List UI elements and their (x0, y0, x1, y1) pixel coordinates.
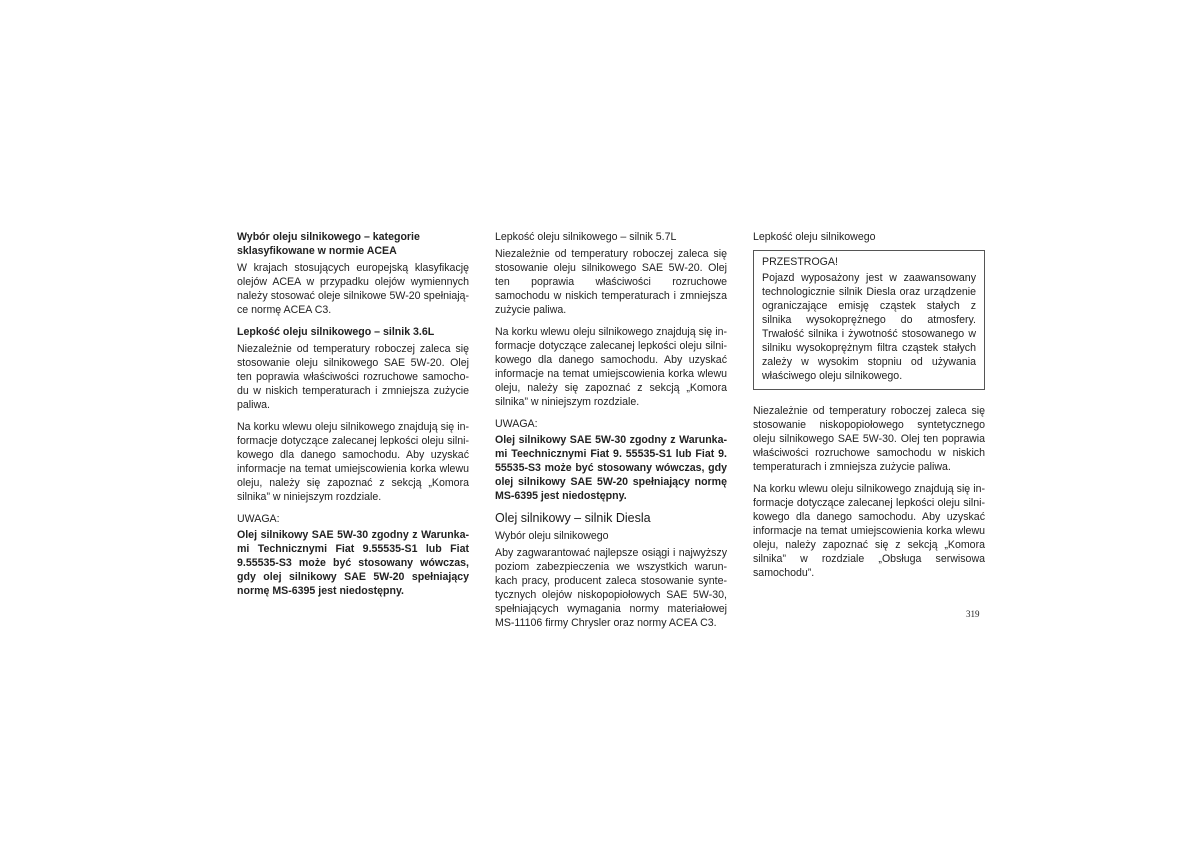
paragraph-diesel-viscosity: Niezależnie od temperatury roboczej zaleca się stosowanie niskopopiołowego syntetycznego oleju silnikowego SAE 5W-30. Olej ten poprawia właściwości rozruchowe samochodu w niskich temperaturach i zmniejsza zużycie paliwa. (753, 405, 985, 473)
column-2 (495, 230, 727, 638)
subsection-heading-oil-choice: Wybór oleju silnikowego (495, 530, 609, 542)
note-body: Olej silnikowy SAE 5W-30 zgodny z Warunkami Technicznymi Fiat 9.55535-S1 lub Fiat 9.55535-S3 może być stosowany wówczas, gdy olej silnikowy SAE 5W-20 spełniający normę MS-6395 jest niedostępny. (237, 529, 469, 597)
section-heading-acea: Wybór oleju silnikowego – kategorie sklasyfikowane w normie ACEA (237, 231, 420, 257)
paragraph-viscosity-3-6l: Niezależnie od temperatury roboczej zaleca się stosowanie oleju silnikowego SAE 5W-20. Olej ten poprawia właściwości rozruchowe samochodu w niskich temperaturach i zmniejsza zużycie paliwa. (237, 343, 469, 411)
section-heading-diesel: Olej silnikowy – silnik Diesla (495, 511, 651, 525)
note-body: Olej silnikowy SAE 5W-30 zgodny z Warunkami Teechnicznymi Fiat 9. 55535-S1 lub Fiat 9. 55535-S3 może być stosowany wówczas, gdy olej silnikowy SAE 5W-20 spełniający normę MS-6395 jest niedostępny. (495, 434, 727, 502)
caution-title: PRZESTROGA! (762, 256, 838, 268)
section-heading-viscosity-5-7l: Lepkość oleju silnikowego – silnik 5.7L (495, 231, 677, 243)
caution-box (753, 250, 985, 390)
note-label: UWAGA: (495, 418, 538, 430)
section-heading-viscosity-3-6l: Lepkość oleju silnikowego – silnik 3.6L (237, 326, 435, 338)
note-label: UWAGA: (237, 513, 280, 525)
page-number: 319 (966, 609, 980, 619)
caution-body: Pojazd wyposażony jest w zaawansowany technologicznie silnik Diesla oraz urządzenie ograniczające emisję cząstek stałych z silnika wysokoprężnego do atmosfery. Trwałość silnika i żywotność stosowanego w silniku wysokoprężnym filtra cząstek stałych zależy w wysokim stopniu od używania właściwego oleju silnikowego. (762, 272, 976, 382)
paragraph-viscosity-5-7l: Niezależnie od temperatury roboczej zaleca się stosowanie oleju silnikowego SAE 5W-20. Olej ten poprawia właściwości rozruchowe samochodu w niskich temperaturach i zmniejsza zużycie paliwa. (495, 248, 727, 316)
paragraph-diesel-oil: Aby zagwarantować najlepsze osiągi i najwyższy poziom zabezpieczenia we wszystkich warunkach pracy, producent zaleca stosowanie syntetycznych olejów niskopopiołowych SAE 5W-30, spełniających wymagania normy materiałowej MS-11106 firmy Chrysler oraz normy ACEA C3. (495, 547, 727, 629)
paragraph-filler-cap-info: Na korku wlewu oleju silnikowego znajdują się informacje dotyczące zalecanej lepkości oleju silnikowego dla danego samochodu. Aby uzyskać informacje na temat umiejscowienia korka wlewu oleju, należy się zapoznać z sekcją „Komora silnika” w niniejszym rozdziale. (237, 421, 469, 503)
paragraph-filler-cap-info: Na korku wlewu oleju silnikowego znajdują się informacje dotyczące zalecanej lepkości oleju silnikowego dla danego samochodu. Aby uzyskać informacje na temat umiejscowienia korka wlewu oleju, należy się zapoznać z sekcją „Komora silnika” w niniejszym rozdziale. (495, 326, 727, 408)
column-1 (237, 230, 469, 606)
paragraph-acea: W krajach stosujących europejską klasyfikację olejów ACEA w przypadku olejów wymiennych należy stosować oleje silnikowe 5W-20 spełniające normę ACEA C3. (237, 262, 469, 316)
paragraph-filler-cap-info: Na korku wlewu oleju silnikowego znajdują się informacje dotyczące zalecanej lepkości oleju silnikowego dla danego samochodu. Aby uzyskać informacje na temat umiejscowienia korka wlewu oleju, należy zapoznać się z sekcją „Komora silnika” w rozdziale „Obsługa serwisowa samochodu”. (753, 483, 985, 579)
column-3 (753, 230, 985, 588)
section-heading-viscosity: Lepkość oleju silnikowego (753, 231, 876, 243)
